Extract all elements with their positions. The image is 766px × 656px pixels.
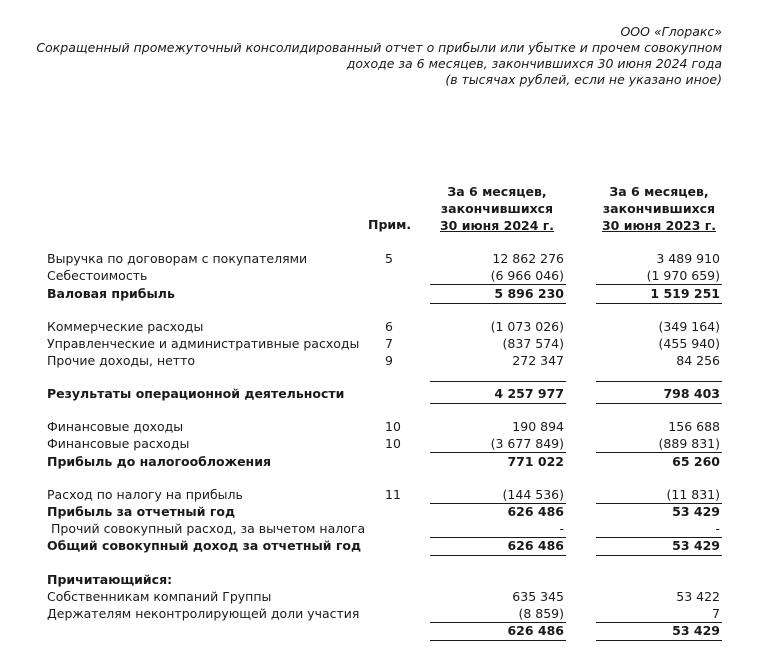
row-revenue — [0, 250, 766, 267]
column-header-2024-line3: 30 июня 2024 г. — [439, 218, 555, 233]
row-value-2023: 53 429 — [672, 504, 720, 519]
row-finance-income — [0, 418, 766, 435]
row-value-2024: 5 896 230 — [494, 286, 564, 301]
row-label: Коммерческие расходы — [47, 319, 204, 334]
row-label: Расход по налогу на прибыль — [47, 487, 243, 502]
report-title-line1: Сокращенный промежуточный консолидированный отчет о прибыли или убытке и прочем совокупном — [36, 40, 722, 55]
row-note: 7 — [385, 336, 393, 351]
row-value-2024: 626 486 — [507, 504, 564, 519]
row-cost-of-sales — [0, 267, 766, 284]
row-value-2024: 190 894 — [512, 419, 564, 434]
units-note: (в тысячах рублей, если не указано иное) — [445, 72, 722, 87]
row-value-2024: 626 486 — [507, 538, 564, 553]
column-header-2023-line1: За 6 месяцев, — [609, 184, 709, 199]
company-name: ООО «Глоракс» — [620, 24, 722, 39]
row-non-controlling-interest — [0, 605, 766, 622]
row-label: Держателям неконтролирующей доли участия — [47, 606, 360, 621]
row-value-2023: 53 429 — [672, 623, 720, 638]
row-attributable-heading — [0, 571, 766, 588]
row-income-tax — [0, 486, 766, 503]
row-label: Управленческие и административные расходы — [47, 336, 360, 351]
row-attributable-total — [0, 622, 766, 639]
column-header-2023 — [594, 183, 724, 234]
column-header-2024 — [432, 183, 562, 234]
row-value-2023: 7 — [712, 606, 720, 621]
total-rule — [430, 640, 566, 641]
row-note: 11 — [385, 487, 401, 502]
row-value-2024: 626 486 — [507, 623, 564, 638]
row-label: Прочие доходы, нетто — [47, 353, 196, 368]
row-note: 6 — [385, 319, 393, 334]
row-label: Валовая прибыль — [47, 286, 175, 301]
report-title-line2: доходе за 6 месяцев, закончившихся 30 июня 2024 года — [346, 56, 722, 71]
row-value-2023: 3 489 910 — [656, 251, 720, 266]
row-label: Причитающийся: — [47, 572, 173, 587]
column-header-2023-line2: закончившихся — [602, 201, 716, 216]
row-value-2024: (6 966 046) — [490, 268, 564, 283]
row-label: Общий совокупный доход за отчетный год — [47, 538, 362, 553]
row-label: Собственникам компаний Группы — [47, 589, 272, 604]
row-value-2023: 53 429 — [672, 538, 720, 553]
row-label: Финансовые доходы — [47, 419, 184, 434]
row-value-2023: 1 519 251 — [650, 286, 720, 301]
total-rule — [596, 403, 722, 404]
row-selling-expenses — [0, 318, 766, 335]
row-value-2024: (144 536) — [502, 487, 564, 502]
total-rule — [596, 555, 722, 556]
report-header — [36, 24, 722, 88]
total-rule — [596, 640, 722, 641]
row-value-2023: 53 422 — [676, 589, 720, 604]
row-value-2024: (837 574) — [502, 336, 564, 351]
row-value-2023: (11 831) — [666, 487, 720, 502]
row-value-2023: 84 256 — [676, 353, 720, 368]
row-value-2024: 635 345 — [512, 589, 564, 604]
column-header-2024-line1: За 6 месяцев, — [447, 184, 547, 199]
row-admin-expenses — [0, 335, 766, 352]
row-value-2024: 4 257 977 — [494, 386, 564, 401]
column-header-2023-line3: 30 июня 2023 г. — [601, 218, 717, 233]
row-label: Результаты операционной деятельности — [47, 386, 345, 401]
row-gross-profit — [0, 285, 766, 302]
row-value-2023: (1 970 659) — [646, 268, 720, 283]
total-rule — [430, 555, 566, 556]
row-label: Прибыль до налогообложения — [47, 454, 271, 469]
row-note: 9 — [385, 353, 393, 368]
row-value-2024: - — [559, 521, 564, 536]
row-finance-expenses — [0, 435, 766, 452]
total-rule — [430, 303, 566, 304]
row-label: Прочий совокупный расход, за вычетом налога — [51, 521, 366, 536]
row-other-comprehensive-expense — [0, 520, 766, 537]
row-value-2024: 272 347 — [512, 353, 564, 368]
row-note: 10 — [385, 419, 401, 434]
row-label: Выручка по договорам с покупателями — [47, 251, 308, 266]
total-rule — [596, 303, 722, 304]
row-label: Прибыль за отчетный год — [47, 504, 236, 519]
subtotal-rule — [430, 381, 566, 382]
row-label: Финансовые расходы — [47, 436, 190, 451]
subtotal-rule — [596, 381, 722, 382]
row-total-comprehensive-income — [0, 537, 766, 554]
row-value-2023: 798 403 — [663, 386, 720, 401]
row-value-2023: (455 940) — [658, 336, 720, 351]
row-value-2024: 771 022 — [507, 454, 564, 469]
row-owners-of-group — [0, 588, 766, 605]
row-operating-result — [0, 385, 766, 402]
row-value-2024: (1 073 026) — [490, 319, 564, 334]
note-column-header: Прим. — [368, 217, 412, 232]
row-other-income — [0, 352, 766, 369]
row-note: 5 — [385, 251, 393, 266]
row-value-2024: 12 862 276 — [492, 251, 564, 266]
row-value-2024: (3 677 849) — [490, 436, 564, 451]
row-profit-before-tax — [0, 453, 766, 470]
row-value-2023: 65 260 — [672, 454, 720, 469]
row-value-2023: (349 164) — [658, 319, 720, 334]
row-value-2023: (889 831) — [658, 436, 720, 451]
row-label: Себестоимость — [47, 268, 148, 283]
column-header-2024-line2: закончившихся — [440, 201, 554, 216]
row-profit-for-year — [0, 503, 766, 520]
row-value-2023: - — [715, 521, 720, 536]
total-rule — [430, 403, 566, 404]
row-value-2024: (8 859) — [518, 606, 564, 621]
row-value-2023: 156 688 — [668, 419, 720, 434]
row-note: 10 — [385, 436, 401, 451]
